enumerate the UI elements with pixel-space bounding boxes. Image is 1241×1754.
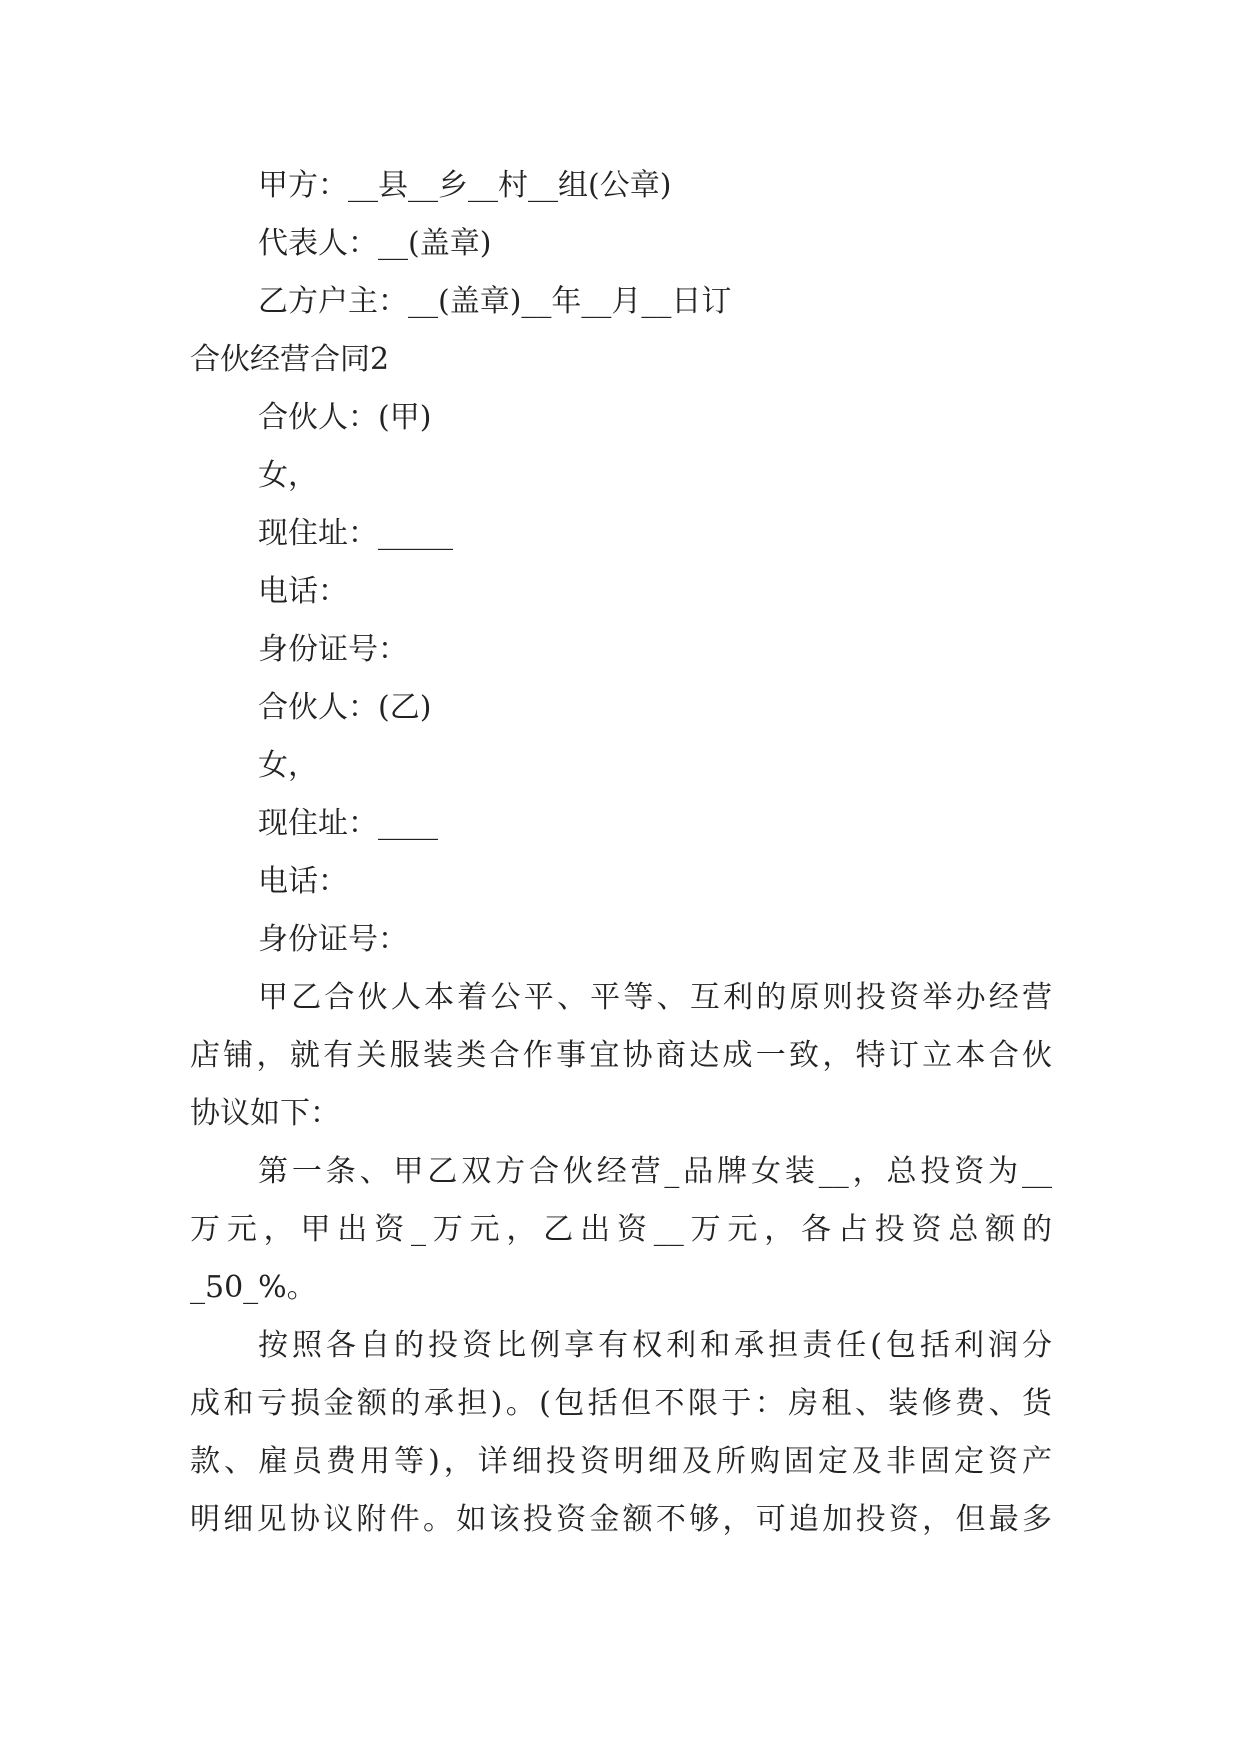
partner-a-address: 现住址：_____: [258, 516, 453, 551]
partner-a-id-number: 身份证号：: [258, 632, 408, 667]
investment-paragraph-line-1: 按照各自的投资比例享有权利和承担责任(包括利润分: [258, 1328, 1052, 1363]
partner-b-id-number: 身份证号：: [258, 922, 408, 957]
preamble-line-1: 甲乙合伙人本着公平、平等、互利的原则投资举办经营: [258, 980, 1052, 1015]
partner-b-phone: 电话：: [258, 864, 348, 899]
partner-b-gender: 女，: [258, 748, 318, 783]
section-title: 合伙经营合同2: [190, 342, 390, 377]
partner-b-label: 合伙人：(乙): [258, 690, 432, 725]
investment-paragraph-line-2: 成和亏损金额的承担)。(包括但不限于：房租、装修费、货: [190, 1386, 1052, 1421]
representative-line: 代表人：__(盖章): [258, 226, 492, 261]
partner-b-address: 现住址：____: [258, 806, 438, 841]
partner-a-gender: 女，: [258, 458, 318, 493]
article-1-line-2: 万元，甲出资_万元，乙出资__万元，各占投资总额的: [190, 1212, 1052, 1247]
party-a-line: 甲方：__县__乡__村__组(公章): [258, 168, 672, 203]
preamble-line-2: 店铺，就有关服装类合作事宜协商达成一致，特订立本合伙: [190, 1038, 1052, 1073]
article-1-line-3: _50_%。: [190, 1270, 317, 1305]
article-1-line-1: 第一条、甲乙双方合伙经营_品牌女装__，总投资为__: [258, 1154, 1052, 1189]
partner-a-label: 合伙人：(甲): [258, 400, 432, 435]
preamble-line-3: 协议如下：: [190, 1096, 340, 1131]
investment-paragraph-line-3: 款、雇员费用等)，详细投资明细及所购固定及非固定资产: [190, 1444, 1052, 1479]
partner-a-phone: 电话：: [258, 574, 348, 609]
party-b-head-date-line: 乙方户主：__(盖章)__年__月__日订: [258, 284, 732, 319]
investment-paragraph-line-4: 明细见协议附件。如该投资金额不够，可追加投资，但最多: [190, 1502, 1052, 1537]
